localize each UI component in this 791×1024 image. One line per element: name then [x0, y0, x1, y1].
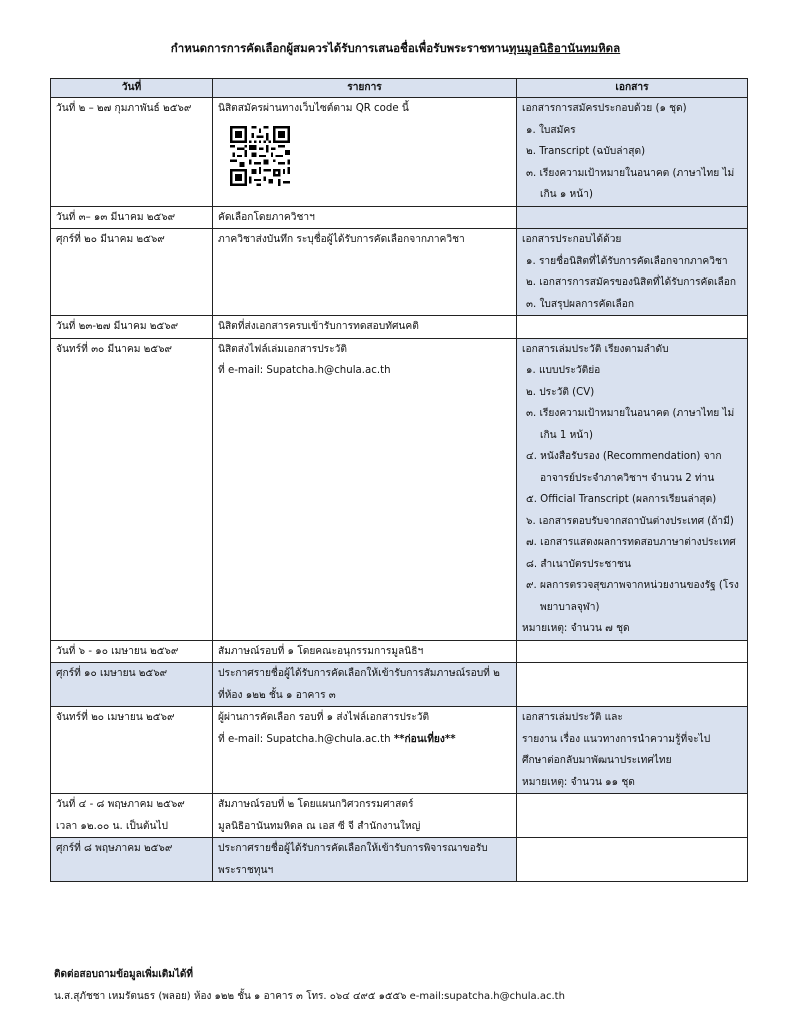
item-text: สัมภาษณ์รอบที่ ๒ โดยแผนกวิศวกรรมศาสตร์	[218, 799, 414, 810]
docs-cell	[517, 838, 748, 882]
table-row	[51, 663, 748, 707]
header-date: วันที่	[51, 79, 213, 98]
contact-details: น.ส.สุภัชชา เหมรัตนธร (พลอย) ห้อง ๑๒๒ ชั้น ๑ อาคาร ๓ โทร. ๐๖๔ ๔๙๕ ๑๕๕๖ e-mail:supatcha.h@chula.ac.th	[54, 991, 565, 1002]
docs-list-item: ๖. เอกสารตอบรับจากสถาบันต่างประเทศ (ถ้ามี)	[526, 515, 734, 527]
header-item: รายการ	[213, 79, 517, 98]
item-cell	[213, 206, 517, 229]
item-text: นิสิตสมัครผ่านทางเว็บไซต์ตาม QR code นี้	[218, 103, 409, 114]
item-cell	[213, 338, 517, 640]
docs-list-item: ๗. เอกสารแสดงผลการทดสอบภาษาต่างประเทศ	[526, 537, 736, 548]
item-text: นิสิตส่งไฟล์เล่มเอกสารประวัติ	[218, 343, 347, 355]
date-text: จันทร์ที่ ๓๐ มีนาคม ๒๕๖๙	[56, 343, 173, 355]
time-text: เวลา ๑๒.๐๐ น. เป็นต้นไป	[56, 820, 169, 832]
date-cell	[51, 794, 213, 838]
docs-text: เอกสารประกอบได้ด้วย	[522, 234, 622, 245]
item-cell	[213, 98, 517, 207]
item-text: ภาควิชาส่งบันทึก ระบุชื่อผู้ได้รับการคัดเลือกจากภาควิชา	[218, 234, 465, 245]
date-cell	[51, 206, 213, 229]
docs-cell	[517, 229, 748, 316]
date-text: วันที่ ๒ – ๒๗ กุมภาพันธ์ ๒๕๖๙	[56, 103, 192, 114]
contact-heading: ติดต่อสอบถามข้อมูลเพิ่มเติมได้ที่	[54, 969, 193, 980]
item-text: ประกาศรายชื่อผู้ได้รับการคัดเลือกให้เข้ารับการสัมภาษณ์รอบที่ ๒	[218, 668, 500, 679]
docs-list-item: ๓. เรียงความเป้าหมายในอนาคต (ภาษาไทย ไม่เกิน 1 หน้า)	[526, 408, 735, 441]
docs-text: เอกสารการสมัครประกอบด้วย (๑ ชุด)	[522, 103, 687, 114]
before-noon-note: **ก่อนเที่ยง**	[393, 733, 456, 745]
docs-list-item: ๔. หนังสือรับรอง (Recommendation) จากอาจารย์ประจำภาควิชาฯ จำนวน 2 ท่าน	[526, 451, 722, 484]
title-main: กำหนดการการคัดเลือกผู้สมควรได้รับการเสนอชื่อเพื่อรับพระราชทาน	[170, 41, 509, 55]
docs-cell	[517, 338, 748, 640]
docs-cell	[517, 794, 748, 838]
docs-list-item: ๑. รายชื่อนิสิตที่ได้รับการคัดเลือกจากภาควิชา	[526, 255, 728, 267]
docs-list-item: ๘. สำเนาบัตรประชาชน	[526, 558, 631, 570]
table-row	[51, 838, 748, 882]
item-text: คัดเลือกโดยภาควิชาฯ	[218, 211, 315, 223]
date-cell	[51, 338, 213, 640]
table-row	[51, 707, 748, 794]
contact-footer	[54, 964, 565, 1008]
docs-cell	[517, 98, 748, 207]
item-text: ประกาศรายชื่อผู้ได้รับการคัดเลือกให้เข้ารับการพิจารณาขอรับ	[218, 843, 488, 854]
page-title	[0, 40, 791, 58]
item-text: นิสิตที่ส่งเอกสารครบเข้ารับการทดสอบทัศนคติ	[218, 321, 419, 332]
qr-code-icon[interactable]	[230, 126, 290, 186]
docs-list-item: ๒. เอกสารการสมัครของนิสิตที่ได้รับการคัดเลือก	[526, 277, 737, 288]
docs-text: เอกสารเล่มประวัติ เรียงตามลำดับ	[522, 343, 669, 355]
date-text: วันที่ ๖ - ๑๐ เมษายน ๒๕๖๙	[56, 645, 179, 657]
date-cell	[51, 229, 213, 316]
date-cell	[51, 316, 213, 339]
docs-list-item: ๒. ประวัติ (CV)	[526, 386, 595, 398]
docs-cell	[517, 640, 748, 663]
docs-list-item: ๑. แบบประวัติย่อ	[526, 365, 601, 376]
table-row	[51, 229, 748, 316]
header-row	[51, 79, 748, 98]
item-cell	[213, 794, 517, 838]
table-row	[51, 206, 748, 229]
docs-text: ศึกษาต่อกลับมาพัฒนาประเทศไทย	[522, 755, 672, 766]
item-text: พระราชทุนฯ	[218, 864, 274, 876]
table-row	[51, 794, 748, 838]
docs-text: เอกสารเล่มประวัติ และ	[522, 712, 623, 723]
docs-list-item: ๓. เรียงความเป้าหมายในอนาคต (ภาษาไทย ไม่เกิน ๑ หน้า)	[526, 167, 735, 200]
date-text: จันทร์ที่ ๒๐ เมษายน ๒๕๖๙	[56, 712, 175, 723]
docs-cell	[517, 206, 748, 229]
item-cell	[213, 663, 517, 707]
item-text: ที่ห้อง ๑๒๒ ชั้น ๑ อาคาร ๓	[218, 689, 336, 701]
date-text: วันที่ ๔ - ๘ พฤษภาคม ๒๕๖๙	[56, 799, 185, 810]
item-text: มูลนิธิอานันทมหิดล ณ เอส ซี จี สำนักงานใหญ่	[218, 820, 421, 832]
docs-cell	[517, 316, 748, 339]
docs-note: หมายเหตุ: จำนวน ๗ ชุด	[522, 623, 630, 634]
date-cell	[51, 707, 213, 794]
schedule-table	[50, 78, 748, 882]
item-cell	[213, 316, 517, 339]
date-cell	[51, 640, 213, 663]
docs-cell	[517, 707, 748, 794]
docs-list-item: ๕. Official Transcript (ผลการเรียนล่าสุด)	[526, 494, 717, 505]
docs-list-item: ๒. Transcript (ฉบับล่าสุด)	[526, 146, 646, 157]
table-row	[51, 316, 748, 339]
item-text: ผู้ผ่านการคัดเลือก รอบที่ ๑ ส่งไฟล์เอกสารประวัติ	[218, 712, 430, 723]
date-cell	[51, 838, 213, 882]
item-cell	[213, 707, 517, 794]
item-email: ที่ e-mail: Supatcha.h@chula.ac.th	[218, 733, 391, 745]
header-docs: เอกสาร	[517, 79, 748, 98]
docs-note: หมายเหตุ: จำนวน ๑๑ ชุด	[522, 776, 635, 788]
docs-list-item: ๙. ผลการตรวจสุขภาพจากหน่วยงานของรัฐ (โรงพยาบาลจุฬา)	[526, 580, 739, 613]
docs-text: รายงาน เรื่อง แนวทางการนำความรู้ที่จะไป	[522, 733, 711, 745]
item-text-email	[218, 729, 511, 751]
title-underlined: ทุนมูลนิธิอานันทมหิดล	[508, 41, 621, 55]
date-text: วันที่ ๒๓-๒๗ มีนาคม ๒๕๖๙	[56, 321, 179, 332]
date-cell	[51, 663, 213, 707]
date-text: ศุกร์ที่ ๒๐ มีนาคม ๒๕๖๙	[56, 234, 165, 245]
item-text: สัมภาษณ์รอบที่ ๑ โดยคณะอนุกรรมการมูลนิธิฯ	[218, 645, 424, 657]
date-text: วันที่ ๓– ๑๓ มีนาคม ๒๕๖๙	[56, 211, 176, 223]
docs-list-item: ๑. ใบสมัคร	[526, 124, 576, 136]
date-text: ศุกร์ที่ ๘ พฤษภาคม ๒๕๖๙	[56, 843, 173, 854]
item-text: ที่ e-mail: Supatcha.h@chula.ac.th	[218, 365, 391, 376]
item-cell	[213, 838, 517, 882]
docs-cell	[517, 663, 748, 707]
table-row	[51, 338, 748, 640]
date-text: ศุกร์ที่ ๑๐ เมษายน ๒๕๖๙	[56, 668, 168, 679]
docs-list-item: ๓. ใบสรุปผลการคัดเลือก	[526, 298, 635, 310]
date-cell	[51, 98, 213, 207]
table-row	[51, 98, 748, 207]
item-cell	[213, 640, 517, 663]
table-row	[51, 640, 748, 663]
item-cell	[213, 229, 517, 316]
